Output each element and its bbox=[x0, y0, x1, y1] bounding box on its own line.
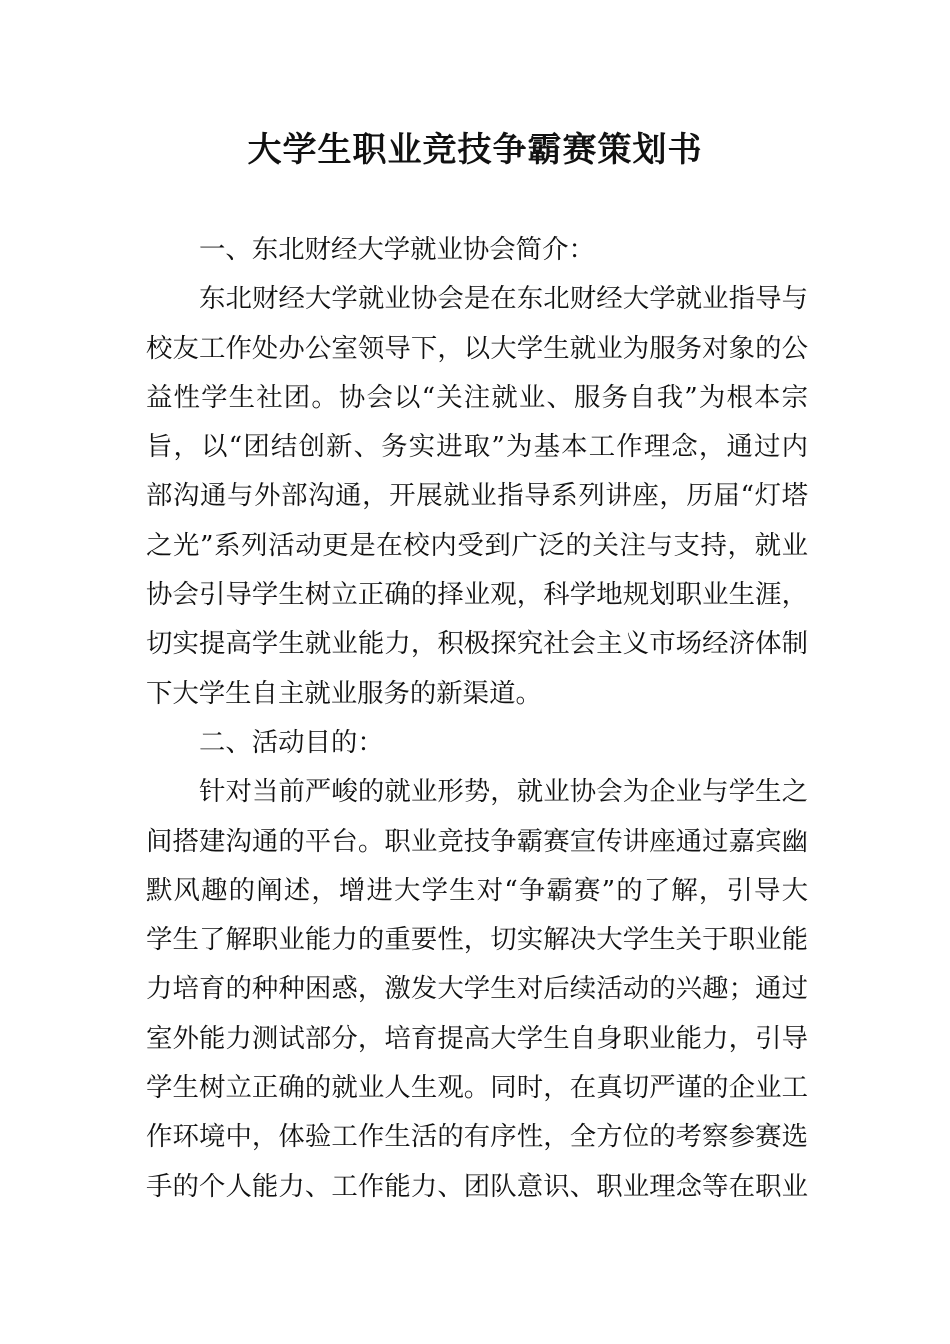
text-line: 协会引导学生树立正确的择业观，科学地规划职业生涯， bbox=[146, 579, 808, 611]
text-line: 室外能力测试部分，培育提高大学生自身职业能力，引导 bbox=[146, 1022, 808, 1054]
text-line: 校友工作处办公室领导下，以大学生就业为服务对象的公 bbox=[146, 332, 808, 364]
paragraph-first-line: 东北财经大学就业协会是在东北财经大学就业指导与 bbox=[199, 283, 808, 315]
document-title: 大学生职业竞技争霸赛策划书 bbox=[247, 130, 703, 170]
text-line: 切实提高学生就业能力，积极探究社会主义市场经济体制 bbox=[146, 628, 808, 660]
text-line: 默风趣的阐述，增进大学生对“争霸赛”的了解，引导大 bbox=[146, 874, 808, 906]
section-heading: 一、东北财经大学就业协会简介： bbox=[199, 234, 595, 265]
text-line: 之光”系列活动更是在校内受到广泛的关注与支持，就业 bbox=[146, 529, 808, 561]
text-line: 部沟通与外部沟通，开展就业指导系列讲座，历届“灯塔 bbox=[146, 480, 808, 512]
text-line: 间搭建沟通的平台。职业竞技争霸赛宣传讲座通过嘉宾幽 bbox=[146, 825, 808, 857]
document-body bbox=[146, 225, 808, 1211]
text-line: 学生了解职业能力的重要性，切实解决大学生关于职业能 bbox=[146, 924, 808, 956]
section-heading: 二、活动目的： bbox=[199, 726, 384, 758]
text-line: 旨，以“团结创新、务实进取”为基本工作理念，通过内 bbox=[146, 431, 808, 463]
text-line: 作环境中，体验工作生活的有序性，全方位的考察参赛选 bbox=[146, 1121, 808, 1153]
paragraph-first-line: 针对当前严峻的就业形势，就业协会为企业与学生之 bbox=[199, 776, 808, 808]
text-line: 力培育的种种困惑，激发大学生对后续活动的兴趣；通过 bbox=[146, 973, 808, 1005]
text-line: 益性学生社团。协会以“关注就业、服务自我”为根本宗 bbox=[146, 381, 808, 413]
text-line: 手的个人能力、工作能力、团队意识、职业理念等在职业 bbox=[146, 1170, 808, 1202]
text-line: 学生树立正确的就业人生观。同时，在真切严谨的企业工 bbox=[146, 1072, 808, 1104]
paragraph-last-line: 下大学生自主就业服务的新渠道。 bbox=[146, 677, 542, 709]
